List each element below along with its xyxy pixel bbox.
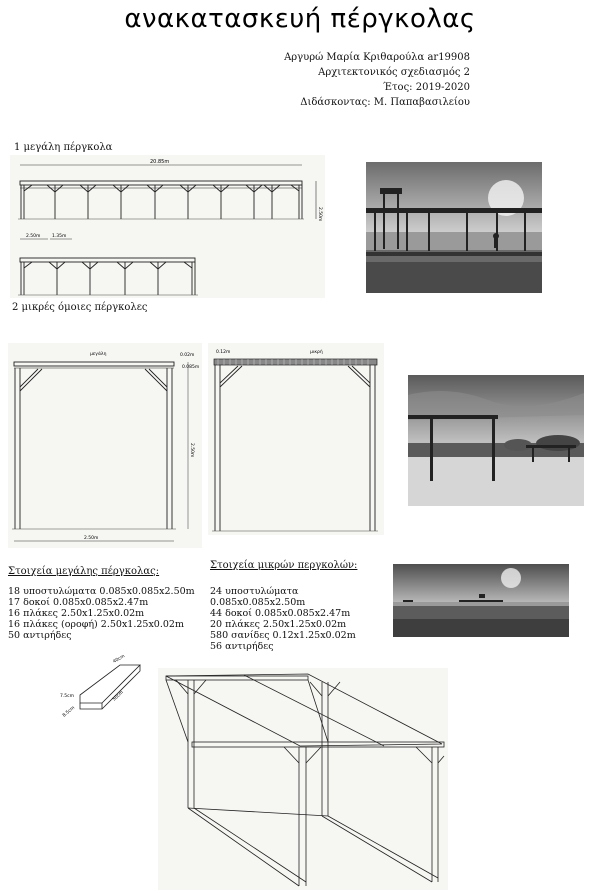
academic-year: Έτος: 2019-2020 [383,82,470,93]
dim-height: 2.50m [317,207,322,222]
front-beam-dim: 0.085m [182,365,200,370]
side-top-dim: 0.12m [216,350,231,355]
list-item: 17 δοκοί 0.085x0.085x2.47m [8,597,149,608]
list-item: 20 πλάκες 2.50x1.25x0.02m [210,619,347,630]
photo-small-pergola [408,375,584,506]
course-name: Αρχιτεκτονικός σχεδιασμός 2 [318,67,470,78]
front-height-dim: 2.50m [189,443,194,458]
perspective-svg [158,668,448,890]
photo-panorama [393,564,569,637]
brace-top-dim: 40cm [112,655,126,665]
page-title: ανακατασκευή πέργκολας [124,4,476,34]
photo-small-pergola-svg [408,375,584,506]
list-item: 44 δοκοί 0.085x0.085x2.47m [210,608,351,619]
front-label: μεγάλη [90,352,107,357]
large-pergola-drawing [10,155,325,298]
large-pergola-svg [10,155,325,298]
brace-detail-drawing [58,655,158,725]
author-name: Αργυρώ Μαρία Κριθαρούλα ar19908 [284,52,470,63]
list-item: 16 πλάκες (οροφή) 2.50x1.25x0.02m [8,619,184,630]
section-large-heading: 1 μεγάλη πέργκολα [14,142,113,153]
large-pergola-specs [8,566,208,641]
list-item: 18 υποστυλώματα 0.085x0.085x2.50m [8,586,195,597]
author-block [284,50,470,110]
small-side-svg [208,343,384,535]
list-item: 24 υποστυλώματα 0.085x0.085x2.50m [210,586,306,608]
small-specs-heading: Στοιχεία μικρών περγκολών: [210,560,358,571]
large-specs-heading: Στοιχεία μεγάλης πέργκολας: [8,566,160,577]
side-label: μικρή [310,350,323,355]
list-item: 580 σανίδες 0.12x1.25x0.02m [210,630,356,641]
list-item: 56 αντιρήδες [210,641,274,652]
photo-large-pergola [366,162,542,293]
list-item: 50 αντιρήδες [8,630,72,641]
dim-length: 20.85m [150,159,170,165]
brace-side-dim: 7.5cm [60,694,75,699]
front-top-dim: 0.02m [180,353,195,358]
small-pergola-side-drawing [208,343,384,535]
photo-large-pergola-svg [366,162,542,293]
small-pergola-specs [210,560,390,652]
perspective-drawing [158,668,448,890]
brace-detail-svg [58,655,158,725]
brace-base-dim: 50cm [111,690,125,703]
dim-bay: 2.50m [26,234,41,239]
front-width-dim: 2.50m [84,536,99,541]
dim-spacing: 1.35m [52,234,67,239]
small-front-svg [8,343,202,548]
list-item: 16 πλάκες 2.50x1.25x0.02m [8,608,145,619]
small-pergola-front-drawing [8,343,202,548]
teacher-name: Διδάσκοντας: Μ. Παπαβασιλείου [300,97,470,108]
brace-depth-dim: 8.5cm [62,705,77,719]
photo-panorama-svg [393,564,569,637]
section-small-heading: 2 μικρές όμοιες πέργκολες [12,302,148,313]
